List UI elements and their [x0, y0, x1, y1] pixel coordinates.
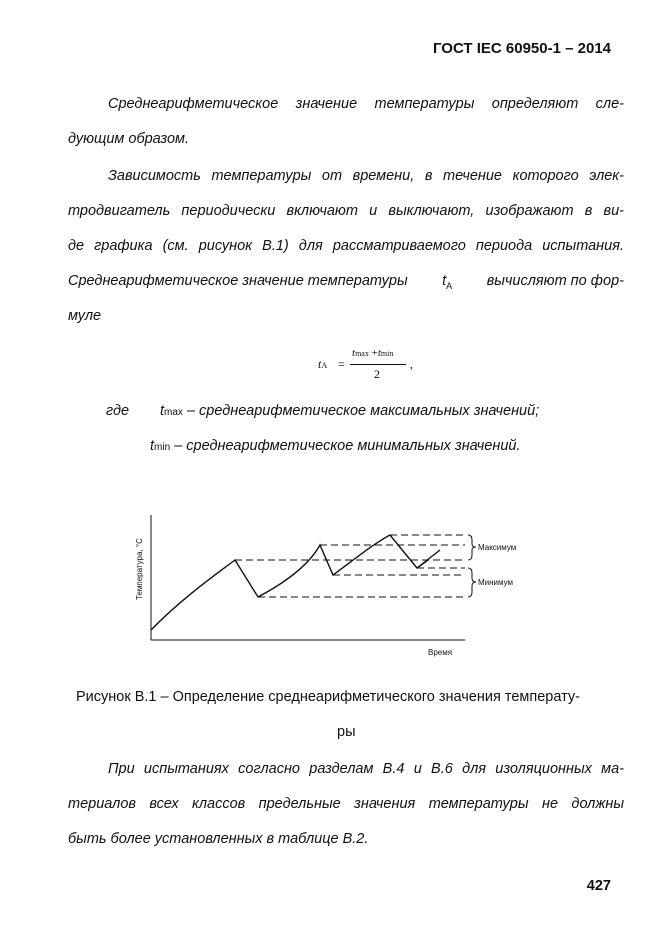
min-brace: [468, 568, 476, 597]
max-label: Максимум: [478, 543, 517, 552]
min-label: Минимум: [478, 578, 514, 587]
definition-tmin: tmin – среднеарифметическое минимальных значений.: [150, 438, 521, 454]
temperature-curve: [151, 535, 440, 630]
paragraph-1-line-2: дующим образом.: [68, 131, 190, 147]
max-brace: [468, 535, 476, 560]
formula-equals: =: [338, 357, 345, 371]
formula-lhs: tA: [318, 357, 328, 371]
after-paragraph-line-1: При испытаниях согласно разделам В.4 и В.6 для изоляционных ма-: [108, 761, 624, 777]
paragraph-2-line-5: муле: [68, 308, 102, 324]
formula-numerator: tmax +tmin: [352, 347, 394, 359]
formula-denominator: 2: [374, 367, 380, 381]
where-word: где: [106, 403, 130, 419]
paragraph-2-line-2: тродвигатель периодически включают и выключают, изображают в ви-: [68, 203, 624, 219]
definition-tmax: tmax – среднеарифметическое максимальных значений;: [160, 403, 540, 419]
page-number: 427: [586, 878, 611, 894]
temperature-graph: [120, 505, 540, 665]
y-axis-label: Температура, °C: [135, 538, 144, 600]
paragraph-2-line-4: [68, 273, 624, 291]
x-axis-label: Время: [428, 648, 453, 657]
formula: [318, 344, 418, 384]
document-header: ГОСТ IEC 60950-1 – 2014: [432, 40, 611, 57]
t-a-inline-symbol: $t_A$: [442, 273, 453, 291]
formula-comma: ,: [410, 357, 413, 371]
paragraph-1-line-1: Среднеарифметическое значение температуры определяют сле-: [108, 96, 624, 112]
line-4-suffix: вычисляют по фор-: [486, 273, 624, 289]
after-paragraph-line-2: териалов всех классов предельные значения температуры не должны: [68, 796, 624, 812]
figure-caption-line-2: ры: [337, 724, 356, 740]
after-paragraph-line-3: быть более установленных в таблице В.2.: [68, 831, 369, 847]
line-4-prefix: Среднеарифметическое значение температуры: [68, 273, 408, 289]
paragraph-2-line-1: Зависимость температуры от времени, в течение которого элек-: [108, 168, 624, 184]
fraction-bar: [350, 364, 406, 365]
paragraph-2-line-3: де графика (см. рисунок В.1) для рассматриваемого периода испытания.: [68, 238, 624, 254]
figure-caption-line-1: Рисунок В.1 – Определение среднеарифметического значения температу-: [76, 689, 580, 705]
